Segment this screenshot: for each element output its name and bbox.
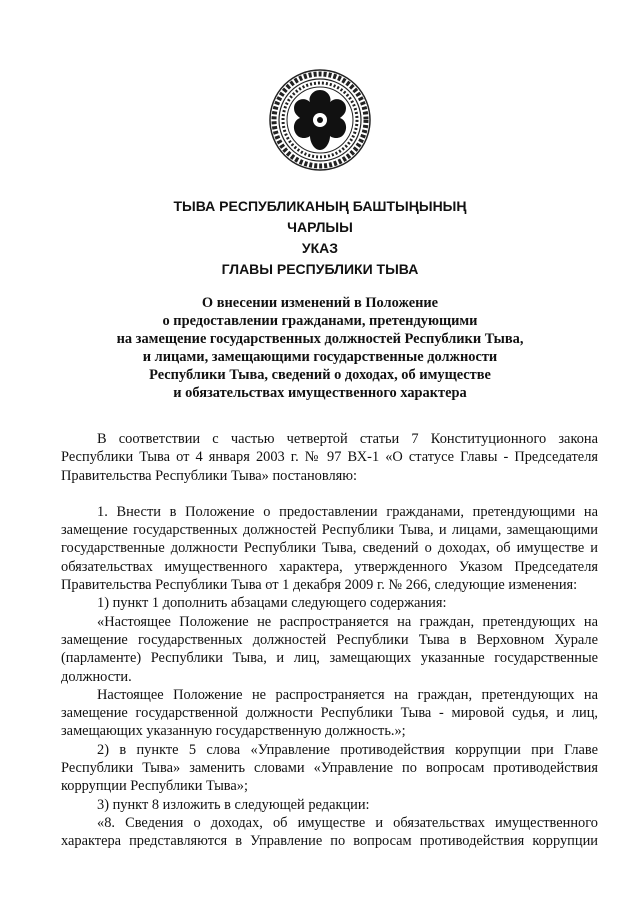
header-tuvan-line1: ТЫВА РЕСПУБЛИКАНЫҢ БАШТЫҢЫНЫҢ bbox=[173, 198, 467, 214]
header-tuvan-line2: ЧАРЛЫЫ bbox=[287, 219, 353, 235]
subitem-2-paragraph: 2) в пункте 5 слова «Управление противодействия коррупции при Главе Республики Тыва» заменить словами «Управление по вопросам противодействия коррупции Республики Тыва»; bbox=[61, 741, 598, 795]
document-body bbox=[61, 430, 598, 851]
title-line: о предоставлении гражданами, претендующими bbox=[162, 313, 478, 329]
title-line: Республики Тыва, сведений о доходах, об имуществе bbox=[149, 367, 491, 383]
title-line: на замещение государственных должностей Республики Тыва, bbox=[116, 331, 524, 347]
preamble-paragraph: В соответствии с частью четвертой статьи 7 Конституционного закона Республики Тыва от 4 января 2003 г. № 97 ВХ-1 «О статусе Главы - Председателя Правительства Республики Тыва» постановляю: bbox=[61, 431, 598, 484]
subitem-1-paragraph: 1) пункт 1 дополнить абзацами следующего содержания: bbox=[97, 595, 447, 612]
title-line: и обязательствах имущественного характера bbox=[173, 385, 467, 401]
title-line: и лицами, замещающими государственные должности bbox=[142, 349, 498, 365]
clause-8-paragraph: «8. Сведения о доходах, об имуществе и обязательствах имущественного характера представляются в Управление по вопросам противодействия коррупции bbox=[61, 814, 598, 850]
document-title bbox=[60, 294, 580, 402]
subitem-3-paragraph: 3) пункт 8 изложить в следующей редакции: bbox=[97, 796, 370, 813]
quote-paragraph-2: Настоящее Положение не распространяется на граждан, претендующих на замещение государственной должности Республики Тыва - мировой судья, и лиц, замещающих указанную государственную должность.»; bbox=[61, 686, 598, 740]
republic-emblem-icon bbox=[268, 68, 372, 172]
header-head-of-republic: ГЛАВЫ РЕСПУБЛИКИ ТЫВА bbox=[221, 261, 419, 277]
header-decree-label: УКАЗ bbox=[301, 240, 339, 256]
quote-paragraph-1: «Настоящее Положение не распространяется на граждан, претендующих на замещение государственных должностей Республики Тыва в Верховном Хурале (парламенте) Республики Тыва, и лиц, замещающих указанные государственные должности. bbox=[61, 613, 598, 685]
title-line: О внесении изменений в Положение bbox=[201, 295, 439, 311]
item-1-paragraph: 1. Внести в Положение о предоставлении гражданами, претендующими на замещение государственных должностей Республики Тыва, и лицами, замещающими государственные должности Республики Тыва, сведений о доходах, об имуществе и обязательствах имущественного характера, утвержденного Указом Председателя Правительства Республики Тыва от 1 декабря 2009 г. № 266, следующие изменения: bbox=[61, 503, 598, 594]
